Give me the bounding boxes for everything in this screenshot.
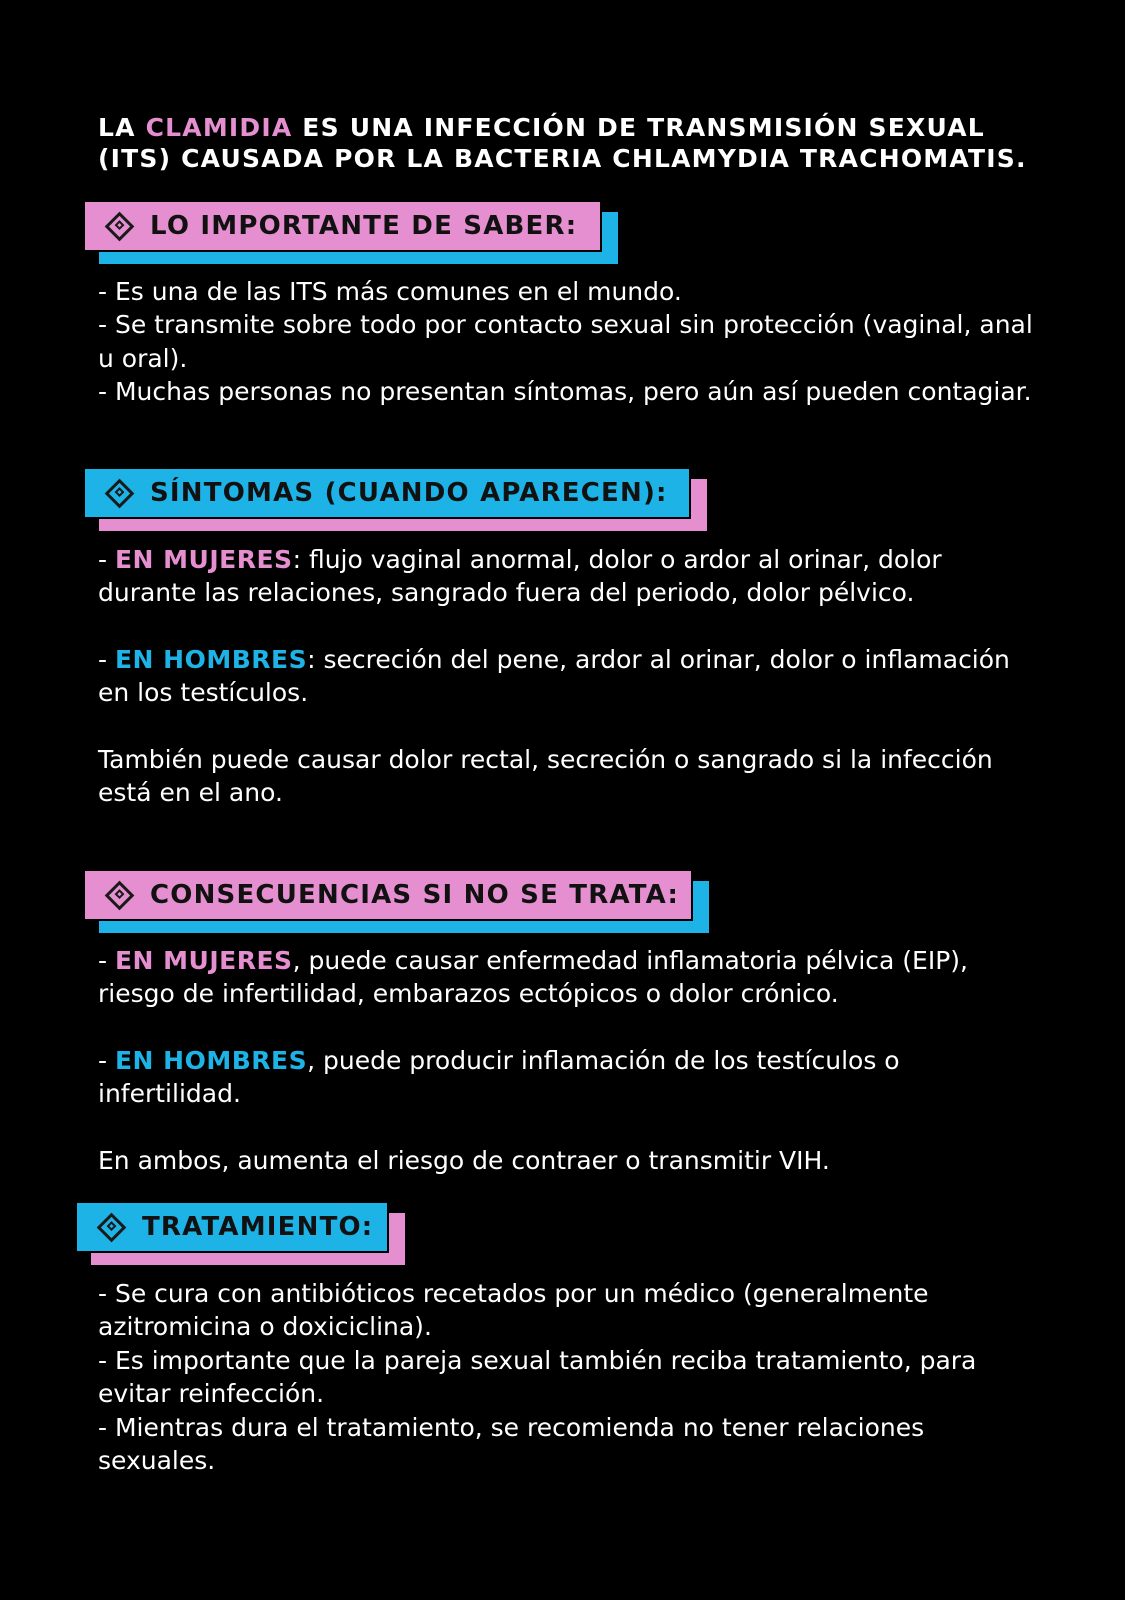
intro-after: ES UNA INFECCIÓN DE TRANSMISIÓN SEXUAL (ITS) CAUSADA POR LA BACTERIA CHLAMYDIA TRACHOMATIS.	[98, 113, 1027, 173]
intro-before: LA	[98, 113, 146, 142]
section-header-sintomas	[83, 467, 707, 531]
diamond-icon	[105, 880, 135, 910]
keyword-mujeres: EN MUJERES	[114, 946, 293, 975]
text-mujeres: : flujo vaginal anormal, dolor o ardor al orinar, dolor durante las relaciones, sangrado fuera del periodo, dolor pélvico.	[98, 545, 942, 608]
section-header-importante	[83, 200, 618, 264]
section-title: LO IMPORTANTE DE SABER:	[150, 211, 578, 241]
diamond-icon	[97, 1212, 127, 1242]
intro-paragraph	[98, 112, 1058, 174]
list-item: - EN MUJERES, puede causar enfermedad inflamatoria pélvica (EIP), riesgo de infertilidad, embarazos ectópicos o dolor crónico.	[98, 946, 968, 1009]
diamond-icon	[105, 478, 135, 508]
list-item: - Se cura con antibióticos recetados por un médico (generalmente azitromicina o doxiciclina).	[98, 1279, 929, 1342]
section-header-consecuencias	[83, 869, 709, 933]
list-item: - Se transmite sobre todo por contacto sexual sin protección (vaginal, anal u oral).	[98, 310, 1033, 373]
section-body-consecuencias	[98, 944, 1038, 1177]
keyword-hombres: EN HOMBRES	[114, 644, 308, 674]
section-body-tratamiento	[98, 1277, 1038, 1477]
list-item: - Muchas personas no presentan síntomas, pero aún así pueden contagiar.	[98, 377, 1032, 407]
header-box	[83, 869, 693, 921]
section-body-importante	[98, 275, 1038, 409]
list-item: - EN HOMBRES: secreción del pene, ardor al orinar, dolor o inflamación en los testículos.	[98, 644, 1010, 708]
text-hombres: : secreción del pene, ardor al orinar, dolor o inflamación en los testículos.	[98, 644, 1010, 708]
header-box	[83, 467, 691, 519]
paragraph: En ambos, aumenta el riesgo de contraer o transmitir VIH.	[98, 1145, 830, 1175]
list-item: - EN HOMBRES, puede producir inflamación de los testículos o infertilidad.	[98, 1045, 900, 1109]
section-header-tratamiento	[75, 1201, 405, 1265]
header-box	[75, 1201, 389, 1253]
paragraph: También puede causar dolor rectal, secreción o sangrado si la infección está en el ano.	[98, 744, 993, 808]
section-title: SÍNTOMAS (CUANDO APARECEN):	[150, 478, 668, 508]
list-item: - EN MUJERES: flujo vaginal anormal, dolor o ardor al orinar, dolor durante las relaciones, sangrado fuera del periodo, dolor pélvico.	[98, 545, 942, 608]
section-body-sintomas	[98, 543, 1038, 809]
section-title: TRATAMIENTO:	[142, 1212, 374, 1242]
list-item: - Es una de las ITS más comunes en el mundo.	[98, 277, 682, 306]
text-hombres: , puede producir inflamación de los testículos o infertilidad.	[98, 1045, 900, 1109]
keyword-mujeres: EN MUJERES	[114, 545, 293, 574]
text-mujeres: , puede causar enfermedad inflamatoria pélvica (EIP), riesgo de infertilidad, embarazos ectópicos o dolor crónico.	[98, 946, 968, 1009]
intro-highlight: CLAMIDIA	[145, 113, 293, 142]
list-item: - Mientras dura el tratamiento, se recomienda no tener relaciones sexuales.	[98, 1412, 925, 1476]
list-item: - Es importante que la pareja sexual también reciba tratamiento, para evitar reinfección.	[98, 1345, 977, 1409]
section-title: CONSECUENCIAS SI NO SE TRATA:	[150, 880, 680, 910]
keyword-hombres: EN HOMBRES	[114, 1045, 308, 1075]
diamond-icon	[105, 211, 135, 241]
header-box	[83, 200, 602, 252]
